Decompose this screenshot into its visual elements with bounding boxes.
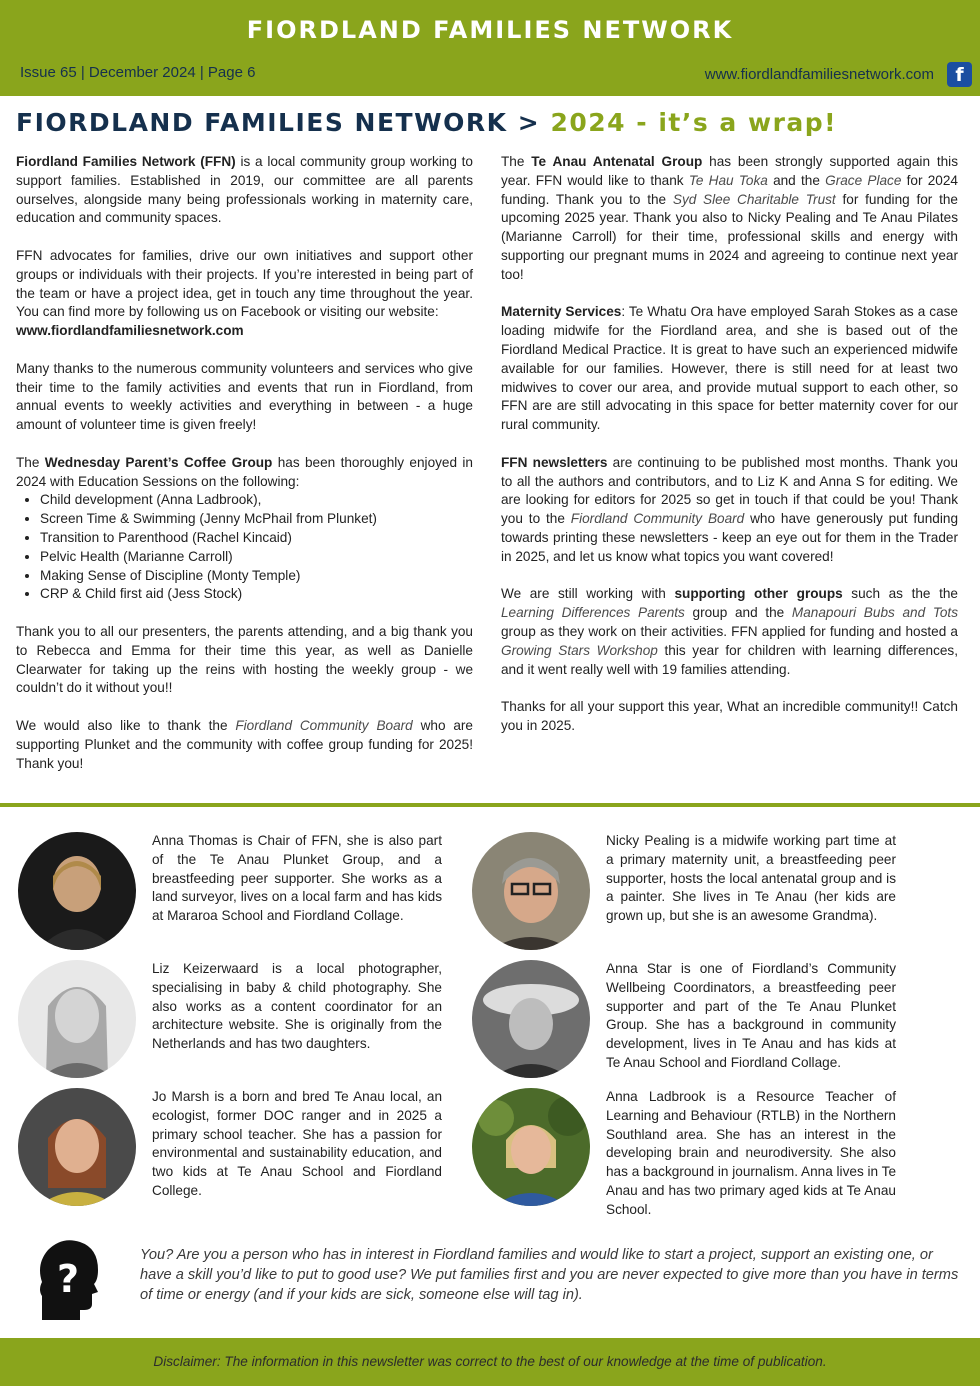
list-item: • Screen Time & Swimming (Jenny McPhail from Plunket) (40, 510, 473, 529)
ante-b: and the (767, 172, 826, 188)
disclaimer: Disclaimer: The information in this newsletter was correct to the best of our knowledge at the time of publication. (153, 1354, 827, 1369)
profile-anna-ladbrook (472, 1088, 904, 1216)
avatar (472, 960, 590, 1078)
closing-paragraph: Thanks for all your support this year, What an incredible community!! Catch you in 2025. (501, 699, 958, 733)
ante-pre: The (501, 154, 532, 169)
maternity-bold: Maternity Services (501, 304, 622, 320)
headline-org: FIORDLAND FAMILIES NETWORK (16, 108, 508, 137)
ffn-bold: Fiordland Families Network (FFN) (16, 154, 236, 169)
news-a: are continuing to be published most months. Thank you to all the authors and contributors, and to Liz K and Anna S for editing. We are looking for editors for 2025 so get in touch if that could be you! Thank you to the (501, 454, 958, 527)
coffee-pre: The (16, 454, 45, 470)
groups-it2: Manapouri Bubs and Tots (791, 605, 959, 621)
news-it: Fiordland Community Board (570, 511, 745, 527)
avatar (18, 832, 136, 950)
list-item: • Pelvic Health (Marianne Carroll) (40, 548, 473, 567)
profile-bio: Liz Keizerwaard is a local photographer, specialising in baby & child photography. She also works as a content coordinator for an architecture website. She is originally from the Netherlands and has two daughters. (152, 961, 442, 1052)
newsletters-bold: FFN newsletters (501, 454, 608, 470)
ante-d: for funding for the upcoming 2025 year. Thank you also to Nicky Pealing and Te Anau Pilates (Marianne Carroll) for their time, professional skills and energy with supporting our pregnant mums in 2024 and agreeing to continue next year too! (501, 191, 958, 282)
profile-bio: Anna Star is one of Fiordland’s Community Wellbeing Coordinators, a breastfeeding peer supporter and part of the Te Anau Plunket Group. She has a background in community development, lives in Te Anau and has kids at Te Anau School and Fiordland Collage. (606, 961, 896, 1070)
coffee-post: has been thoroughly enjoyed in 2024 with Education Sessions on the following: (16, 454, 473, 489)
advocacy-paragraph (16, 247, 473, 341)
profile-liz-keizerwaard (18, 960, 450, 1088)
profile-bio: Jo Marsh is a born and bred Te Anau local, an ecologist, former DOC ranger and in 2025 a primary school teacher. She has a passion for environmental and sustainability education, and two kids at Te Anau School and Fiordland College. (152, 1089, 442, 1198)
groups-c: group as they work on their activities. FFN applied for funding and hosted a (501, 623, 958, 639)
intro-paragraph (16, 153, 473, 228)
website-bold-link[interactable]: www.fiordlandfamiliesnetwork.com (16, 323, 244, 339)
issue-line: Issue 65 | December 2024 | Page 6 (20, 64, 256, 81)
session-list (40, 491, 473, 604)
groups-bold: supporting other groups (674, 586, 843, 602)
maternity-paragraph (501, 303, 958, 435)
profile-anna-thomas (18, 832, 450, 960)
page-headline (16, 108, 837, 137)
facebook-icon[interactable]: f (947, 62, 972, 87)
coffee-group-paragraph (16, 454, 473, 492)
footer (0, 1338, 980, 1386)
profile-bio: Anna Thomas is Chair of FFN, she is also part of the Te Anau Plunket Group, and a breastfeeding peer supporter. She works as a land surveyor, lives on a local farm and has kids at Mararoa School and Fiordland Collage. (152, 833, 442, 924)
invitation-text: You? Are you a person who has in interest in Fiordland families and would like to start a project, support an existing one, or have a skill you’d like to put to good use? We put families first and you are never expected to give more than you have in terms of time or energy (and if your kids are sick, someone else will tag in). (140, 1247, 959, 1303)
ante-c: for 2024 funding. Thank you to the (501, 172, 958, 207)
ante-it2: Grace Place (825, 172, 902, 188)
avatar (472, 1088, 590, 1206)
avatar (18, 1088, 136, 1206)
headline-separator: > (517, 108, 541, 137)
profile-anna-star (472, 960, 904, 1088)
avatar (18, 960, 136, 1078)
cb-pre: We would also like to thank the (16, 717, 236, 733)
newsletters-paragraph (501, 454, 958, 567)
list-item: • Transition to Parenthood (Rachel Kincaid) (40, 529, 473, 548)
presenters-thanks-paragraph: Thank you to all our presenters, the parents attending, and a big thank you to Rebecca and Emma for their time this year, as well as Danielle Clearwater for taking up the reins with hosting the weekly group - we couldn’t do it without you!! (16, 623, 473, 696)
groups-it3: Growing Stars Workshop (501, 642, 658, 658)
ante-it1: Te Hau Toka (688, 172, 768, 188)
masthead (0, 0, 980, 96)
headline-subtitle: 2024 - it’s a wrap! (550, 108, 838, 137)
cb-post: who are supporting Plunket and the community with coffee group funding for 2025! Thank you! (16, 717, 473, 771)
groups-pre: We are still working with (501, 586, 675, 602)
ante-it3: Syd Slee Charitable Trust (672, 191, 836, 207)
advocacy-text: FFN advocates for families, drive our own initiatives and support other groups or individuals with their projects. If you’re interested in being part of the team or have a project idea, get in touch any time throughout the year. You can find more by following us on Facebook or visiting our website: (16, 247, 473, 320)
profile-bio: Anna Ladbrook is a Resource Teacher of Learning and Behaviour (RTLB) in the Northern Southland area. She has an interest in the developing brain and neurodiversity. She also has a background in journalism. Anna lives in Te Anau and has two primary aged kids at Te Anau School. (606, 1089, 896, 1217)
section-divider (0, 803, 980, 807)
news-b: who have generously put funding towards printing these newsletters - keep an eye out for them in the Trader in 2025, and let us know what topics you want covered! (501, 511, 958, 564)
avatar (472, 832, 590, 950)
antenatal-bold: Te Anau Antenatal Group (531, 154, 703, 169)
profile-nicky-pealing (472, 832, 904, 960)
groups-a: such as the the (842, 586, 958, 602)
left-column (16, 153, 473, 792)
website-link[interactable]: www.fiordlandfamiliesnetwork.com (704, 66, 934, 83)
profile-jo-marsh (18, 1088, 450, 1216)
other-groups-paragraph (501, 585, 958, 679)
list-item: • Child development (Anna Ladbrook), (40, 491, 473, 510)
community-board-paragraph (16, 717, 473, 773)
list-item: • CRP & Child first aid (Jess Stock) (40, 585, 473, 604)
thanks-volunteers-paragraph: Many thanks to the numerous community volunteers and services who give their time to the family activities and events that run in Fiordland, from annual events to weekly activities and everything in between - a huge amount of volunteer time is given freely! (16, 360, 473, 433)
groups-b: group and the (684, 605, 792, 621)
coffee-group-bold: Wednesday Parent’s Coffee Group (44, 454, 273, 470)
profile-bio: Nicky Pealing is a midwife working part time at a primary maternity unit, a breastfeeding peer supporter, hosts the local antenatal group and is a painter. She lives in Te Anau (her kids are grown up, but she is an awesome Grandma). (606, 833, 896, 924)
groups-d: this year for children with learning differences, and it went really well with 19 families attending. (501, 642, 959, 677)
right-column (501, 153, 958, 755)
cb-italic: Fiordland Community Board (235, 717, 413, 733)
ante-a: has been strongly supported again this year. FFN would like to thank (501, 154, 958, 188)
antenatal-paragraph (501, 153, 958, 285)
intro-text: is a local community group working to support families. Established in 2019, our committee are all parents ourselves, alongside many being professionals working in maternity care, education and community spaces. (16, 154, 473, 226)
svg-text:?: ? (56, 1257, 80, 1301)
groups-it1: Learning Differences Parents (501, 605, 685, 621)
maternity-text: : Te Whatu Ora have employed Sarah Stokes as a case loading midwife for the Fiordland area, and she is based out of the Fiordland Medical Practice. It is great to have such an experienced midwife available for our families. However, there is still need for at least two midwives to cover our area, and provide mutual support to each other, so FFN are are still advocating in this space for better maternity cover for our rural community. (501, 304, 958, 433)
question-silhouette-icon (28, 1234, 108, 1320)
list-item: • Making Sense of Discipline (Monty Temple) (40, 567, 473, 586)
newsletter-title: FIORDLAND FAMILIES NETWORK (246, 16, 734, 44)
